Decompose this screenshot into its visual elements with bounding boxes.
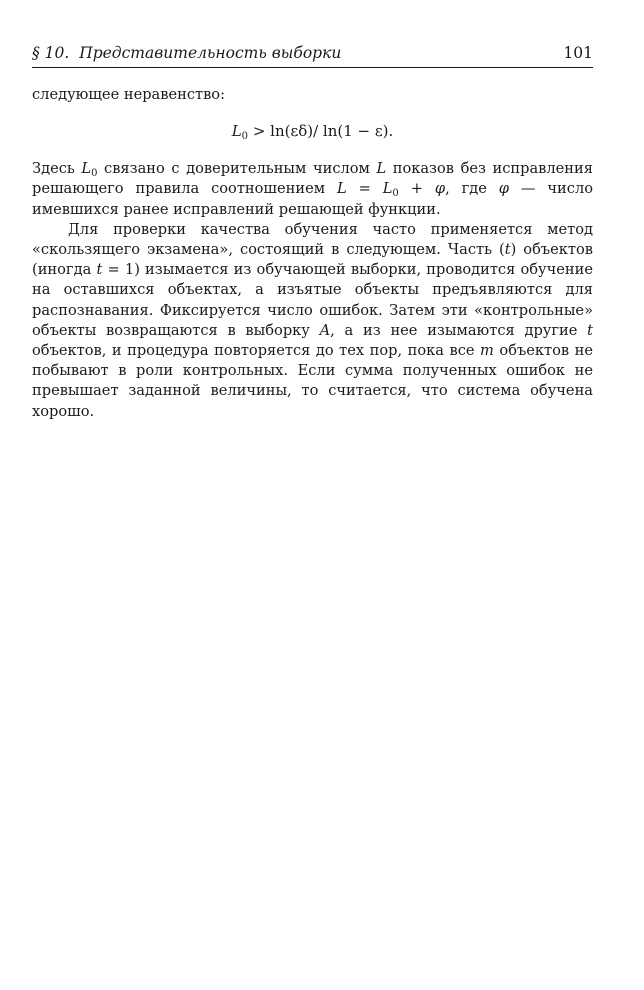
text-run: показов без исправления решающего правила соотношением (32, 160, 593, 198)
math-variable: L (382, 180, 393, 198)
text-run: объектов, и процедура повторяется до тех пор, пока все (32, 342, 481, 360)
body-text (32, 85, 593, 422)
math-subscript: 0 (91, 168, 98, 180)
section-number: § 10. (32, 44, 70, 62)
math-variable: L (336, 180, 347, 198)
math-variable: φ (434, 180, 446, 198)
text-run: — число имевшихся ранее исправлений решающей функции. (32, 180, 594, 218)
text-run: , где (445, 180, 499, 198)
text-run: = 1) изымается из обучающей выборки, проводится обучение на оставшихся объектах, а изъятые объекты предъявляются для распознавания. Фиксируется число ошибок. Затем эти «контрольные» объекты возвращаются в выборку (32, 261, 594, 339)
page-number: 101 (563, 44, 593, 62)
book-page (32, 40, 593, 422)
display-formula (32, 120, 593, 142)
math-variable: L (81, 160, 92, 178)
running-head (32, 40, 341, 66)
formula-lhs: L (231, 122, 242, 141)
math-variable: φ (498, 180, 509, 198)
text-run: объектов не побывают в роли контрольных. Если сумма полученных ошибок не превышает заданной величины, то считается, что система обучена хорошо. (32, 342, 593, 420)
math-variable: t (96, 261, 103, 279)
section-title: Представительность выборки (79, 44, 342, 62)
running-header (32, 40, 593, 66)
paragraph-2 (32, 220, 593, 422)
paragraph-intro: следующее неравенство: (32, 86, 225, 103)
formula-rhs: > ln(εδ)/ ln(1 − ε). (248, 122, 394, 141)
text-run: Для проверки качества обучения часто применяется метод «скользящего экзамена», состоящий в следующем. Часть ( (32, 220, 593, 259)
text-run: связано с доверительным числом (97, 160, 377, 178)
text-run: ) объектов (иногда (32, 241, 593, 279)
paragraph-1 (32, 159, 593, 220)
math-variable: t (504, 241, 511, 259)
math-subscript: 0 (392, 188, 399, 200)
text-run: + (398, 180, 435, 198)
text-run: = (346, 180, 383, 198)
text-run: , а из нее изымаются другие (330, 321, 588, 339)
math-variable: A (319, 321, 331, 339)
header-rule (32, 67, 593, 68)
math-variable: t (587, 321, 593, 339)
math-variable: L (376, 160, 387, 178)
formula-lhs-subscript: 0 (241, 131, 249, 143)
math-variable: m (480, 342, 494, 360)
text-run: Здесь (32, 160, 82, 178)
